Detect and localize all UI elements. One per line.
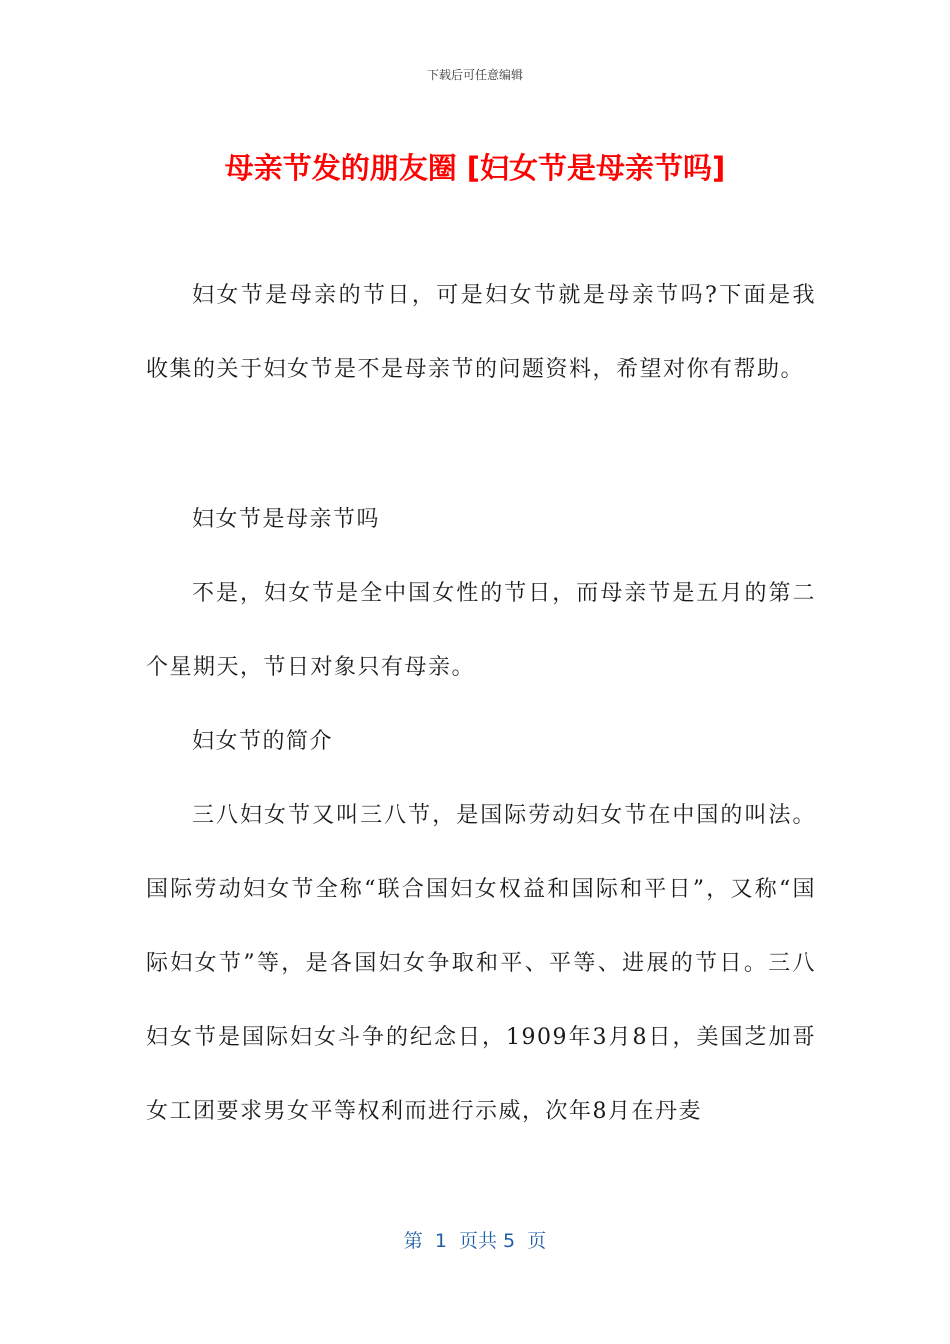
subheading-intro: 妇女节的简介 bbox=[192, 729, 334, 754]
intro-paragraph: 妇女节是母亲的节日，可是妇女节就是母亲节吗?下面是我收集的关于妇女节是不是母亲节的问题资料，希望对你有帮助。 bbox=[146, 283, 816, 382]
page-footer: 第 1 页共 5 页 bbox=[403, 1230, 547, 1252]
intro-section bbox=[146, 259, 816, 407]
history-paragraph: 三八妇女节又叫三八节，是国际劳动妇女节在中国的叫法。国际劳动妇女节全称“联合国妇女权益和国际和平日”，又称“国际妇女节”等，是各国妇女争取和平、平等、进展的节日。三八妇女节是国际妇女斗争的纪念日，1909年3月8日，美国芝加哥女工团要求男女平等权利而进行示威，次年8月在丹麦 bbox=[146, 803, 816, 1124]
answer-paragraph: 不是，妇女节是全中国女性的节日，而母亲节是五月的第二个星期天，节日对象只有母亲。 bbox=[146, 581, 816, 680]
main-section bbox=[146, 483, 816, 1149]
subheading-question: 妇女节是母亲节吗 bbox=[192, 507, 381, 532]
document-title: 母亲节发的朋友圈 [妇女节是母亲节吗] bbox=[224, 151, 726, 185]
header-note: 下载后可任意编辑 bbox=[426, 68, 523, 82]
